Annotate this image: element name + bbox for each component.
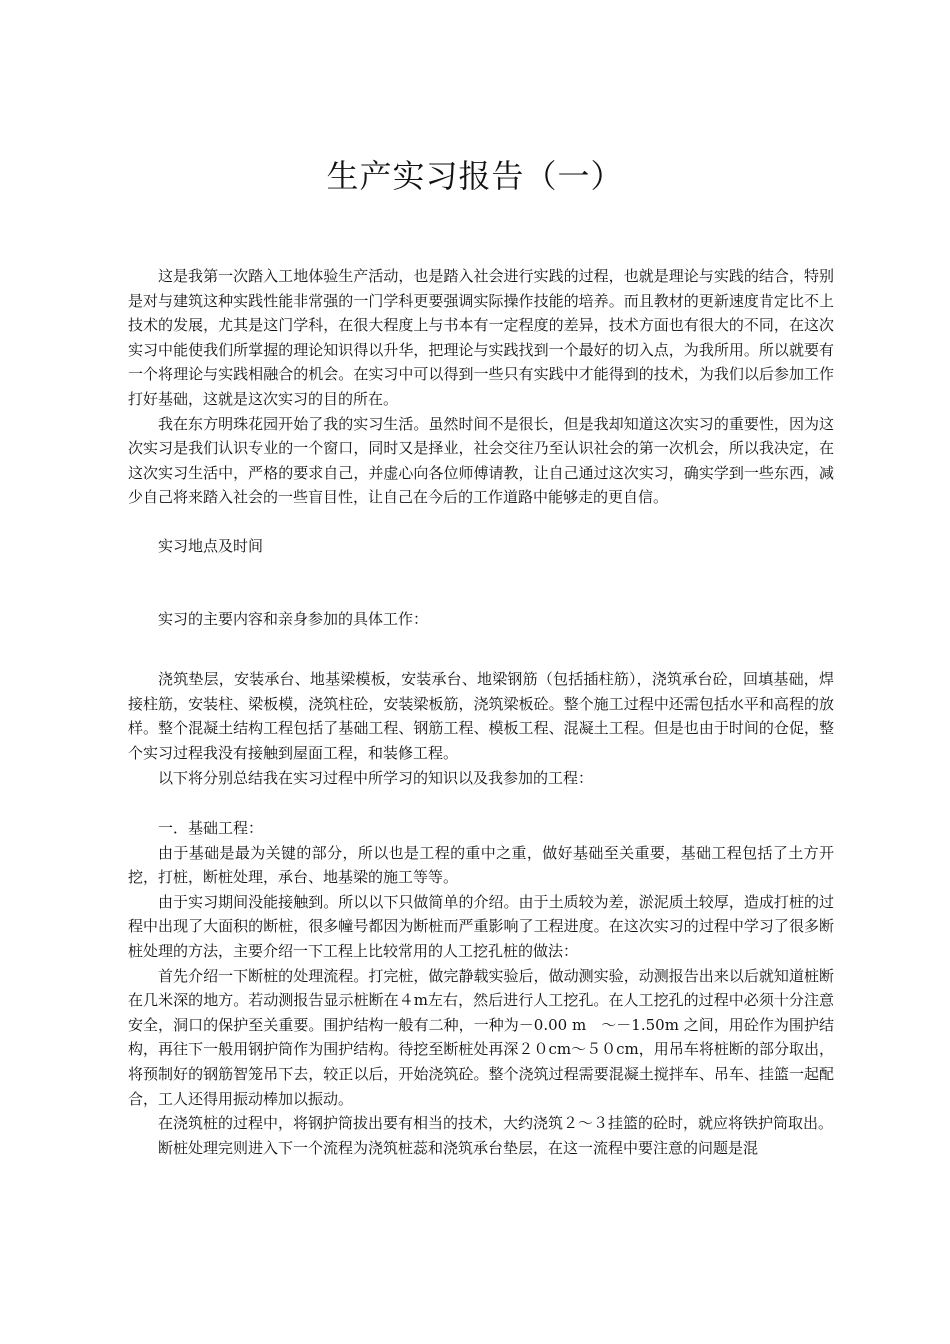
section-heading-main-content: 实习的主要内容和亲身参加的具体工作： (158, 609, 429, 628)
paragraph-broken-pile-intro: 由于实习期间没能接触到。所以以下只做简单的介绍。由于土质较为差，淤泥质土较厚，造成打桩的过程中出现了大面积的断桩，很多幢号都因为断桩而严重影响了工程进度。在这次实习的过程中学习了很多断桩处理的方法，主要介绍一下工程上比较常用的人工挖孔桩的做法： (128, 892, 834, 961)
paragraph-work-items: 浇筑垫层，安装承台、地基梁模板，安装承台、地梁钢筋（包括插柱筋），浇筑承台砼，回填基础，焊接柱筋，安装柱、梁板模，浇筑柱砼，安装梁板筋，浇筑梁板砼。整个施工过程中还需包括水平和高程的放样。整个混凝土结构工程包括了基础工程、钢筋工程、模板工程、混凝土工程。但是也由于时间的仓促，整个实习过程我没有接触到屋面工程，和装修工程。 (128, 670, 834, 762)
section-heading-foundation: 一．基础工程： (158, 819, 264, 838)
paragraph-foundation-importance: 由于基础是最为关键的部分，所以也是工程的重中之重，做好基础至关重要，基础工程包括了土方开挖，打桩，断桩处理，承台、地基梁的施工等等。 (128, 843, 834, 887)
paragraph-broken-pile-process: 首先介绍一下断桩的处理流程。打完桩，做完静载实验后，做动测实验，动测报告出来以后就知道桩断在几米深的地方。若动测报告显示桩断在４m左右，然后进行人工挖孔。在人工挖孔的过程中必须十分注意安全，洞口的保护至关重要。围护结构一般有二种，一种为－0.00 m ～－1.50m 之间，用砼作为围护结构，再往下一般用钢护筒作为围护结构。待挖至断桩处再深２０cm～５０cm，用吊车将桩断的部分取出，将预制好的钢筋智笼吊下去，较正以后，开始浇筑砼。整个浇筑过程需要混凝土搅拌车、吊车、挂篮一起配合，工人还得用振动棒加以振动。 (128, 966, 834, 1108)
paragraph-purpose: 这是我第一次踏入工地体验生产活动，也是踏入社会进行实践的过程，也就是理论与实践的结合，特别是对与建筑这种实践性能非常强的一门学科更要强调实际操作技能的培养。而且教材的更新速度肯定比不上技术的发展，尤其是这门学科，在很大程度上与书本有一定程度的差异，技术方面也有很大的不同，在这次实习中能使我们所掌握的理论知识得以升华，把理论与实践找到一个最好的切入点，为我所用。所以就要有一个将理论与实践相融合的机会。在实习中可以得到一些只有实践中才能得到的技术，为我们以后参加工作打好基础，这就是这次实习的目的所在。 (128, 267, 834, 408)
paragraph-next-process: 断桩处理完则进入下一个流程为浇筑桩蕊和浇筑承台垫层，在这一流程中要注意的问题是混 (158, 1138, 759, 1157)
document-title: 生产实习报告（一） (326, 157, 624, 195)
document-body (128, 264, 834, 1160)
paragraph-casing-removal: 在浇筑桩的过程中，将钢护筒拔出要有相当的技术，大约浇筑２～３挂篮的砼时，就应将铁护筒取出。 (158, 1114, 834, 1133)
paragraph-location-intro: 我在东方明珠花园开始了我的实习生活。虽然时间不是很长，但是我却知道这次实习的重要性，因为这次实习是我们认识专业的一个窗口，同时又是择业，社会交往乃至认识社会的第一次机会，所以我决定，在这次实习生活中，严格的要求自己，并虚心向各位师傅请教，让自己通过这次实习，确实学到一些东西，减少自己将来踏入社会的一些盲目性，让自己在今后的工作道路中能够走的更自信。 (128, 414, 834, 507)
section-heading-location-time: 实习地点及时间 (158, 536, 264, 555)
paragraph-summary-intro: 以下将分别总结我在实习过程中所学习的知识以及我参加的工程： (158, 768, 594, 787)
